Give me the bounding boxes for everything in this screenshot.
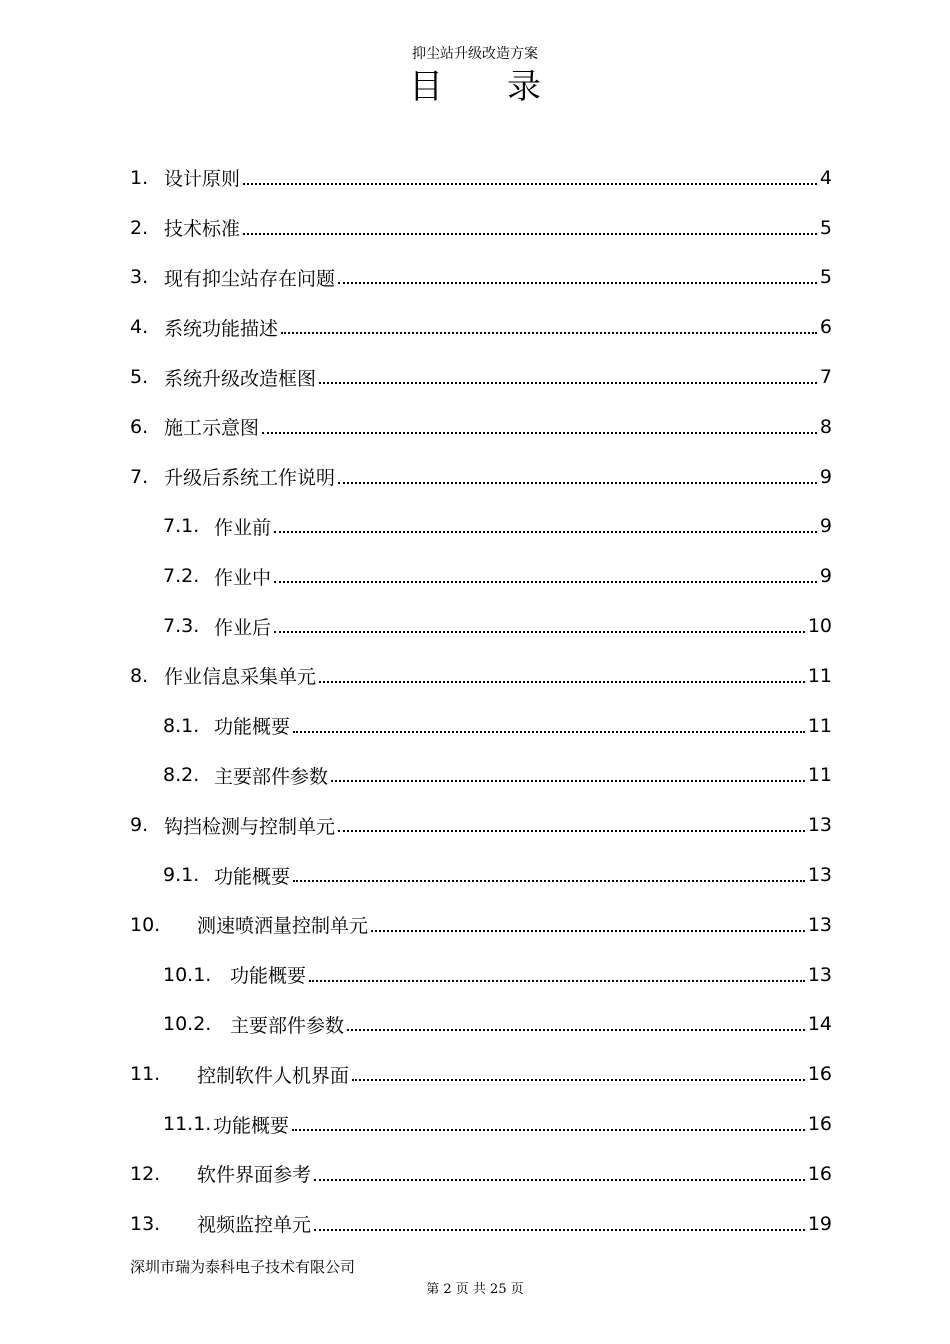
toc-entry-number: 2. [130, 216, 149, 239]
dot-leader [352, 1079, 805, 1081]
toc-entry-page: 16 [807, 1063, 832, 1086]
toc-entry[interactable] [130, 302, 832, 352]
toc-entry-page: 9 [819, 565, 832, 588]
toc-entry-number: 10.2. [163, 1013, 212, 1036]
toc-subentry[interactable] [130, 950, 832, 1000]
toc-entry-number: 1. [130, 166, 149, 189]
toc-subentry[interactable] [130, 502, 832, 552]
dot-leader [262, 432, 817, 434]
toc-entry-page: 5 [819, 216, 832, 239]
toc-entry-label: 作业信息采集单元 [164, 666, 317, 689]
toc-entry[interactable] [130, 1049, 832, 1099]
toc-entry[interactable] [130, 153, 832, 203]
toc-entry-number: 8. [130, 664, 149, 687]
toc-entry-label: 作业前 [214, 516, 272, 539]
dot-leader [274, 531, 817, 533]
toc-entry-number: 9. [130, 814, 149, 837]
toc-entry[interactable] [130, 1149, 832, 1199]
toc-entry-label: 施工示意图 [164, 417, 260, 440]
toc-entry-label: 钩挡检测与控制单元 [164, 815, 336, 838]
toc-entry-label: 测速喷洒量控制单元 [197, 915, 369, 938]
toc-entry-page: 19 [807, 1212, 832, 1235]
toc-entry-page: 4 [819, 166, 832, 189]
dot-leader [371, 930, 805, 932]
dot-leader [281, 332, 817, 334]
dot-leader [292, 1129, 805, 1131]
toc-entry-label: 现有抑尘站存在问题 [164, 267, 336, 290]
toc-entry-number: 13. [130, 1212, 161, 1235]
toc-subentry[interactable] [130, 551, 832, 601]
dot-leader [309, 980, 805, 982]
dot-leader [274, 631, 805, 633]
toc-entry[interactable] [130, 900, 832, 950]
toc-entry-number: 7.2. [163, 565, 200, 588]
toc-entry-label: 功能概要 [213, 1114, 290, 1137]
toc-entry-label: 系统功能描述 [164, 317, 279, 340]
toc-entry-number: 8.1. [163, 714, 200, 737]
toc-entry-page: 16 [807, 1113, 832, 1136]
toc-entry-label: 技术标准 [164, 218, 241, 241]
toc-entry-page: 13 [807, 864, 832, 887]
toc-entry-number: 3. [130, 266, 149, 289]
toc-entry-page: 11 [807, 714, 832, 737]
toc-entry[interactable] [130, 452, 832, 502]
dot-leader [319, 681, 805, 683]
toc-subentry[interactable] [130, 701, 832, 751]
toc-entry-label: 作业中 [214, 566, 272, 589]
dot-leader [243, 233, 817, 235]
toc-entry-page: 8 [819, 415, 832, 438]
toc-entry-label: 升级后系统工作说明 [164, 467, 336, 490]
toc-entry-number: 10.1. [163, 963, 212, 986]
toc-entry-page: 13 [807, 963, 832, 986]
dot-leader [274, 581, 817, 583]
dot-leader [293, 880, 805, 882]
toc-title: 目录 [409, 67, 605, 107]
toc-entry[interactable] [130, 800, 832, 850]
toc-subentry[interactable] [130, 751, 832, 801]
toc-entry-page: 6 [819, 316, 832, 339]
toc-entry-page: 9 [819, 465, 832, 488]
dot-leader [347, 1029, 805, 1031]
toc-entry-number: 9.1. [163, 864, 200, 887]
toc-entry-number: 11.1. [163, 1113, 212, 1136]
toc-entry-label: 功能概要 [230, 965, 307, 988]
toc-entry-label: 作业后 [214, 616, 272, 639]
toc-entry-number: 7.1. [163, 515, 200, 538]
dot-leader [338, 830, 805, 832]
toc-entry-number: 4. [130, 316, 149, 339]
dot-leader [319, 382, 817, 384]
toc-entry-label: 视频监控单元 [197, 1214, 312, 1237]
toc-entry[interactable] [130, 352, 832, 402]
toc-subentry[interactable] [130, 1000, 832, 1050]
toc-entry-page: 5 [819, 266, 832, 289]
footer-company: 深圳市瑞为泰科电子技术有限公司 [130, 1258, 356, 1276]
dot-leader [338, 482, 817, 484]
footer-page-number: 第 2 页 共 25 页 [426, 1282, 524, 1297]
toc-entry-label: 主要部件参数 [214, 765, 329, 788]
toc-entry[interactable] [130, 253, 832, 303]
toc-entry-label: 软件界面参考 [197, 1164, 312, 1187]
toc-entry-label: 功能概要 [214, 865, 291, 888]
dot-leader [338, 282, 817, 284]
toc-entry-page: 13 [807, 913, 832, 936]
table-of-contents [130, 153, 832, 1249]
toc-entry-label: 设计原则 [164, 168, 241, 191]
toc-entry-page: 11 [807, 764, 832, 787]
toc-entry-page: 14 [807, 1013, 832, 1036]
toc-entry-number: 8.2. [163, 764, 200, 787]
toc-entry-label: 系统升级改造框图 [164, 367, 317, 390]
dot-leader [314, 1229, 805, 1231]
toc-entry-page: 9 [819, 515, 832, 538]
dot-leader [314, 1179, 805, 1181]
toc-entry-number: 12. [130, 1162, 161, 1185]
dot-leader [293, 731, 805, 733]
toc-entry-page: 10 [807, 615, 832, 638]
toc-entry-number: 11. [130, 1063, 161, 1086]
toc-entry[interactable] [130, 651, 832, 701]
dot-leader [331, 780, 805, 782]
toc-subentry[interactable] [130, 850, 832, 900]
toc-entry-number: 7. [130, 465, 149, 488]
toc-entry-page: 13 [807, 814, 832, 837]
toc-entry[interactable] [130, 203, 832, 253]
toc-entry-label: 控制软件人机界面 [197, 1064, 350, 1087]
toc-subentry[interactable] [130, 601, 832, 651]
toc-entry-label: 功能概要 [214, 716, 291, 739]
dot-leader [243, 183, 817, 185]
toc-entry[interactable] [130, 1199, 832, 1249]
toc-entry-number: 10. [130, 913, 161, 936]
toc-entry-page: 16 [807, 1162, 832, 1185]
toc-entry[interactable] [130, 402, 832, 452]
toc-subentry[interactable] [130, 1099, 832, 1149]
page-header: 抑尘站升级改造方案 [412, 46, 538, 62]
toc-entry-number: 5. [130, 366, 149, 389]
toc-entry-page: 11 [807, 664, 832, 687]
toc-entry-label: 主要部件参数 [230, 1014, 345, 1037]
toc-entry-number: 7.3. [163, 615, 200, 638]
toc-entry-page: 7 [819, 366, 832, 389]
toc-entry-number: 6. [130, 415, 149, 438]
